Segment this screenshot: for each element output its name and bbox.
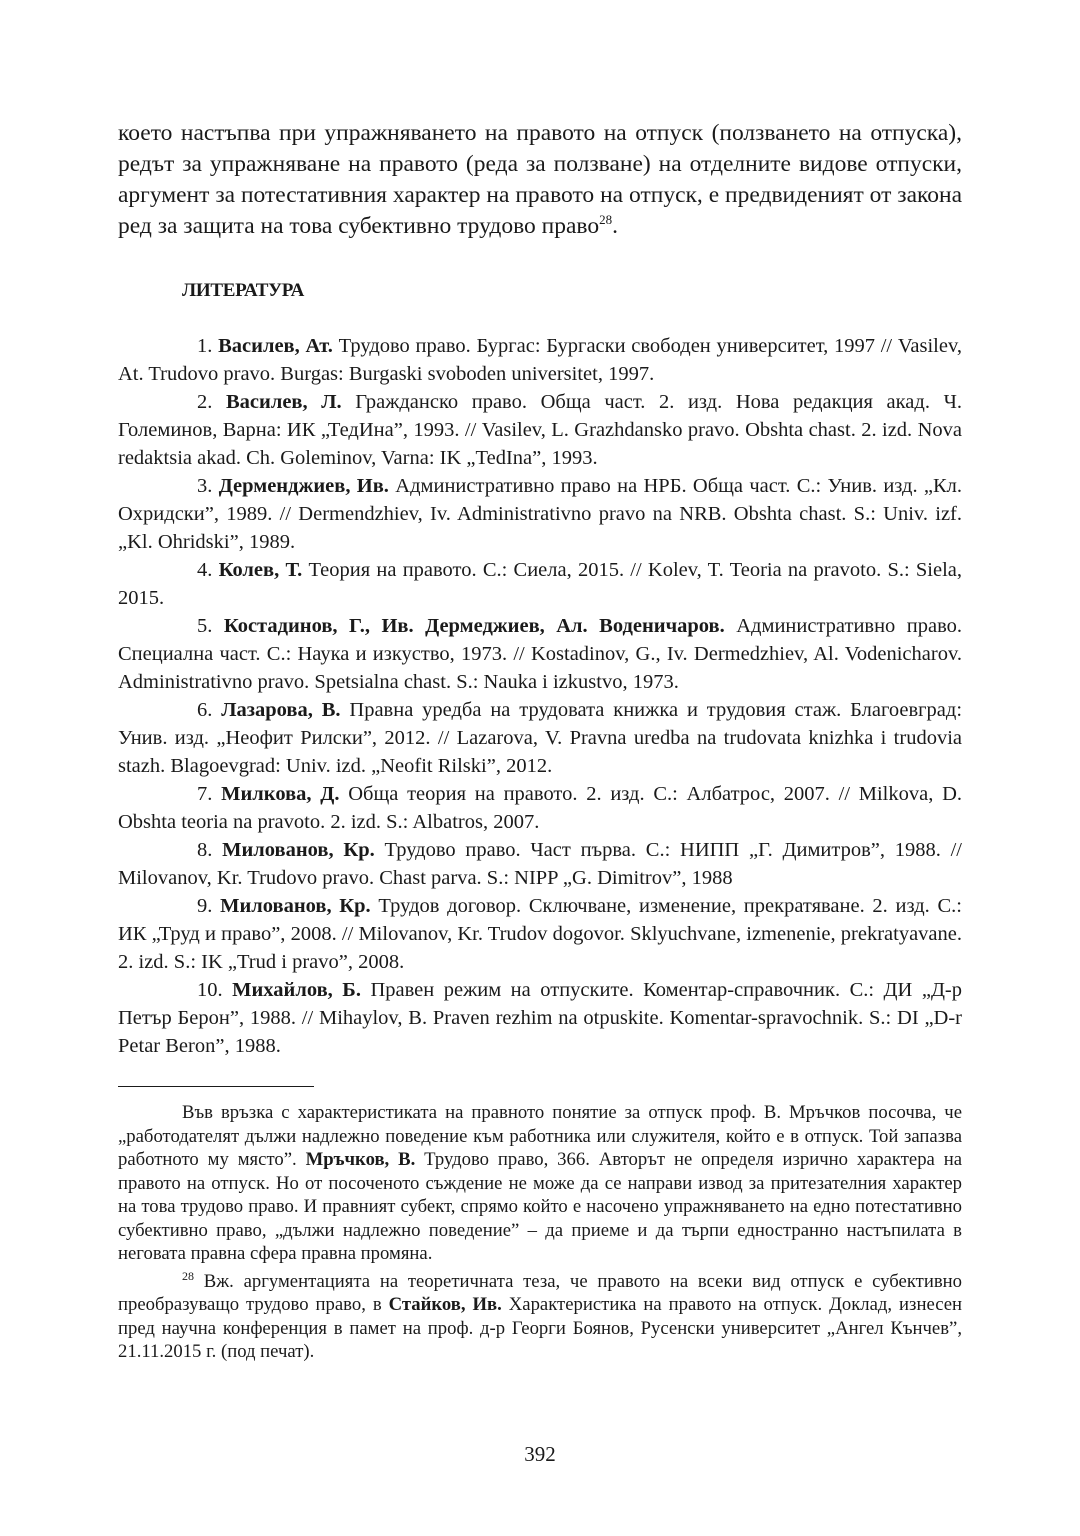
bibliography-item: 3. Дерменджиев, Ив. Административно право на НРБ. Обща част. С.: Унив. изд. „Кл. Охридски”, 1989. // Dermendzhiev, Iv. Administrativno pravo na NRB. Obshta chast. S.: Univ. izf. „Kl. Ohridski”, 1989. <box>118 475 963 553</box>
bibliography-item: 7. Милкова, Д. Обща теория на правото. 2. изд. С.: Албатрос, 2007. // Milkova, D. Obshta teoria na pravoto. 2. izd. S.: Albatros, 2007. <box>118 783 963 833</box>
bibliography-item: 6. Лазарова, В. Правна уредба на трудовата книжка и трудовия стаж. Благоевград: Унив. изд. „Неофит Рилски”, 2012. // Lazarova, V. Pravna uredba na trudovata knizhka i trudovia stazh. Blagoevgrad: Univ. izd. „Neofit Rilski”, 2012. <box>118 699 963 777</box>
page-body <box>118 118 962 1368</box>
bibliography-item: 5. Костадинов, Г., Ив. Дермеджиев, Ал. Воденичаров. Административно право. Специална част. С.: Наука и изкуство, 1973. // Kostadinov, G., Iv. Dermedzhiev, Al. Vodenicharov. Administrativno pravo. Spetsialna chast. S.: Nauka i izkustvo, 1973. <box>118 615 963 693</box>
intro-paragraph: което настъпва при упражняването на правото на отпуск (ползването на отпуска), редът за упражняване на правото (реда за ползване) на отделните видове отпуски, аргумент за потестативния характер на правото на отпуск, е предвиденият от закона ред за защита на това субективно трудово право$^{28}$. <box>118 120 962 239</box>
bibliography-item: 9. Милованов, Кр. Трудов договор. Сключване, изменение, прекратяване. 2. изд. С.: ИК „Труд и право”, 2008. // Milovanov, Kr. Trudov dogovor. Sklyuchvane, izmenenie, prekratyavane. 2. izd. S.: IK „Trud i pravo”, 2008. <box>118 895 962 973</box>
footnote-ref-28[interactable]: 28 <box>599 212 613 228</box>
footnote-28: $^{28}$ Вж. аргументацията на теоретичната теза, че правото на всеки вид отпуск е субективно преобразуващо трудово право, в Стайков, Ив. Характеристика на правото на отпуск. Доклад, изнесен пред научна конференция в памет на проф. д-р Георги Боянов, Русенски университет „Ангел Кънчев”, 21.11.2015 г. (под печат). <box>118 1268 963 1362</box>
bibliography-list <box>118 332 962 1060</box>
footnote-mark: 28 <box>182 1268 194 1283</box>
footnote-continued: Във връзка с характеристиката на правното понятие за отпуск проф. В. Мръчков посочва, че „работодателят дължи надлежно поведение към работника или служителя, който е в отпуск. Той запазва работното му място”. Мръчков, В. Трудово право, 366. Авторът не определя изрично характера на правото на отпуск. Но от посоченото съждение не може да се направи извод за притезателния характер на това трудово право. И правният субект, спрямо който е насочено упражняването на едно потестативно субективно право, „дължи надлежно поведение” – да приеме и да търпи едностранно настъпилата в неговата правна сфера правна промяна. <box>118 1102 963 1264</box>
bibliography-item: 8. Милованов, Кр. Трудово право. Част първа. С.: НИПП „Г. Димитров”, 1988. // Milovanov, Kr. Trudovo pravo. Chast parva. S.: NIPP „G. Dimitrov”, 1988 <box>118 839 963 889</box>
bibliography-item: 4. Колев, Т. Теория на правото. С.: Сиела, 2015. // Kolev, T. Teoria na pravoto. S.: Siela, 2015. <box>118 559 963 609</box>
bibliography-item: 2. Василев, Л. Гражданско право. Обща част. 2. изд. Нова редакция акад. Ч. Големинов, Варна: ИК „ТедИна”, 1993. // Vasilev, L. Grazhdansko pravo. Obshta chast. 2. izd. Nova redaktsia akad. Ch. Goleminov, Varna: IK „TedIna”, 1993. <box>118 391 963 469</box>
section-heading: ЛИТЕРАТУРА <box>182 280 305 301</box>
footnotes <box>118 1101 962 1364</box>
bibliography-item: 10. Михайлов, Б. Правен режим на отпуските. Коментар-справочник. С.: ДИ „Д-р Петър Берон”, 1988. // Mihaylov, B. Praven rezhim na otpuskite. Komentar-spravochnik. S.: DI „D-r Petar Beron”, 1988. <box>118 979 963 1057</box>
page-number: 392 <box>524 1442 556 1466</box>
footnote-separator <box>118 1086 314 1087</box>
bibliography-item: 1. Василев, Ат. Трудово право. Бургас: Бургаски свободен университет, 1997 // Vasilev, At. Trudovo pravo. Burgas: Burgaski svoboden universitet, 1997. <box>118 335 962 385</box>
